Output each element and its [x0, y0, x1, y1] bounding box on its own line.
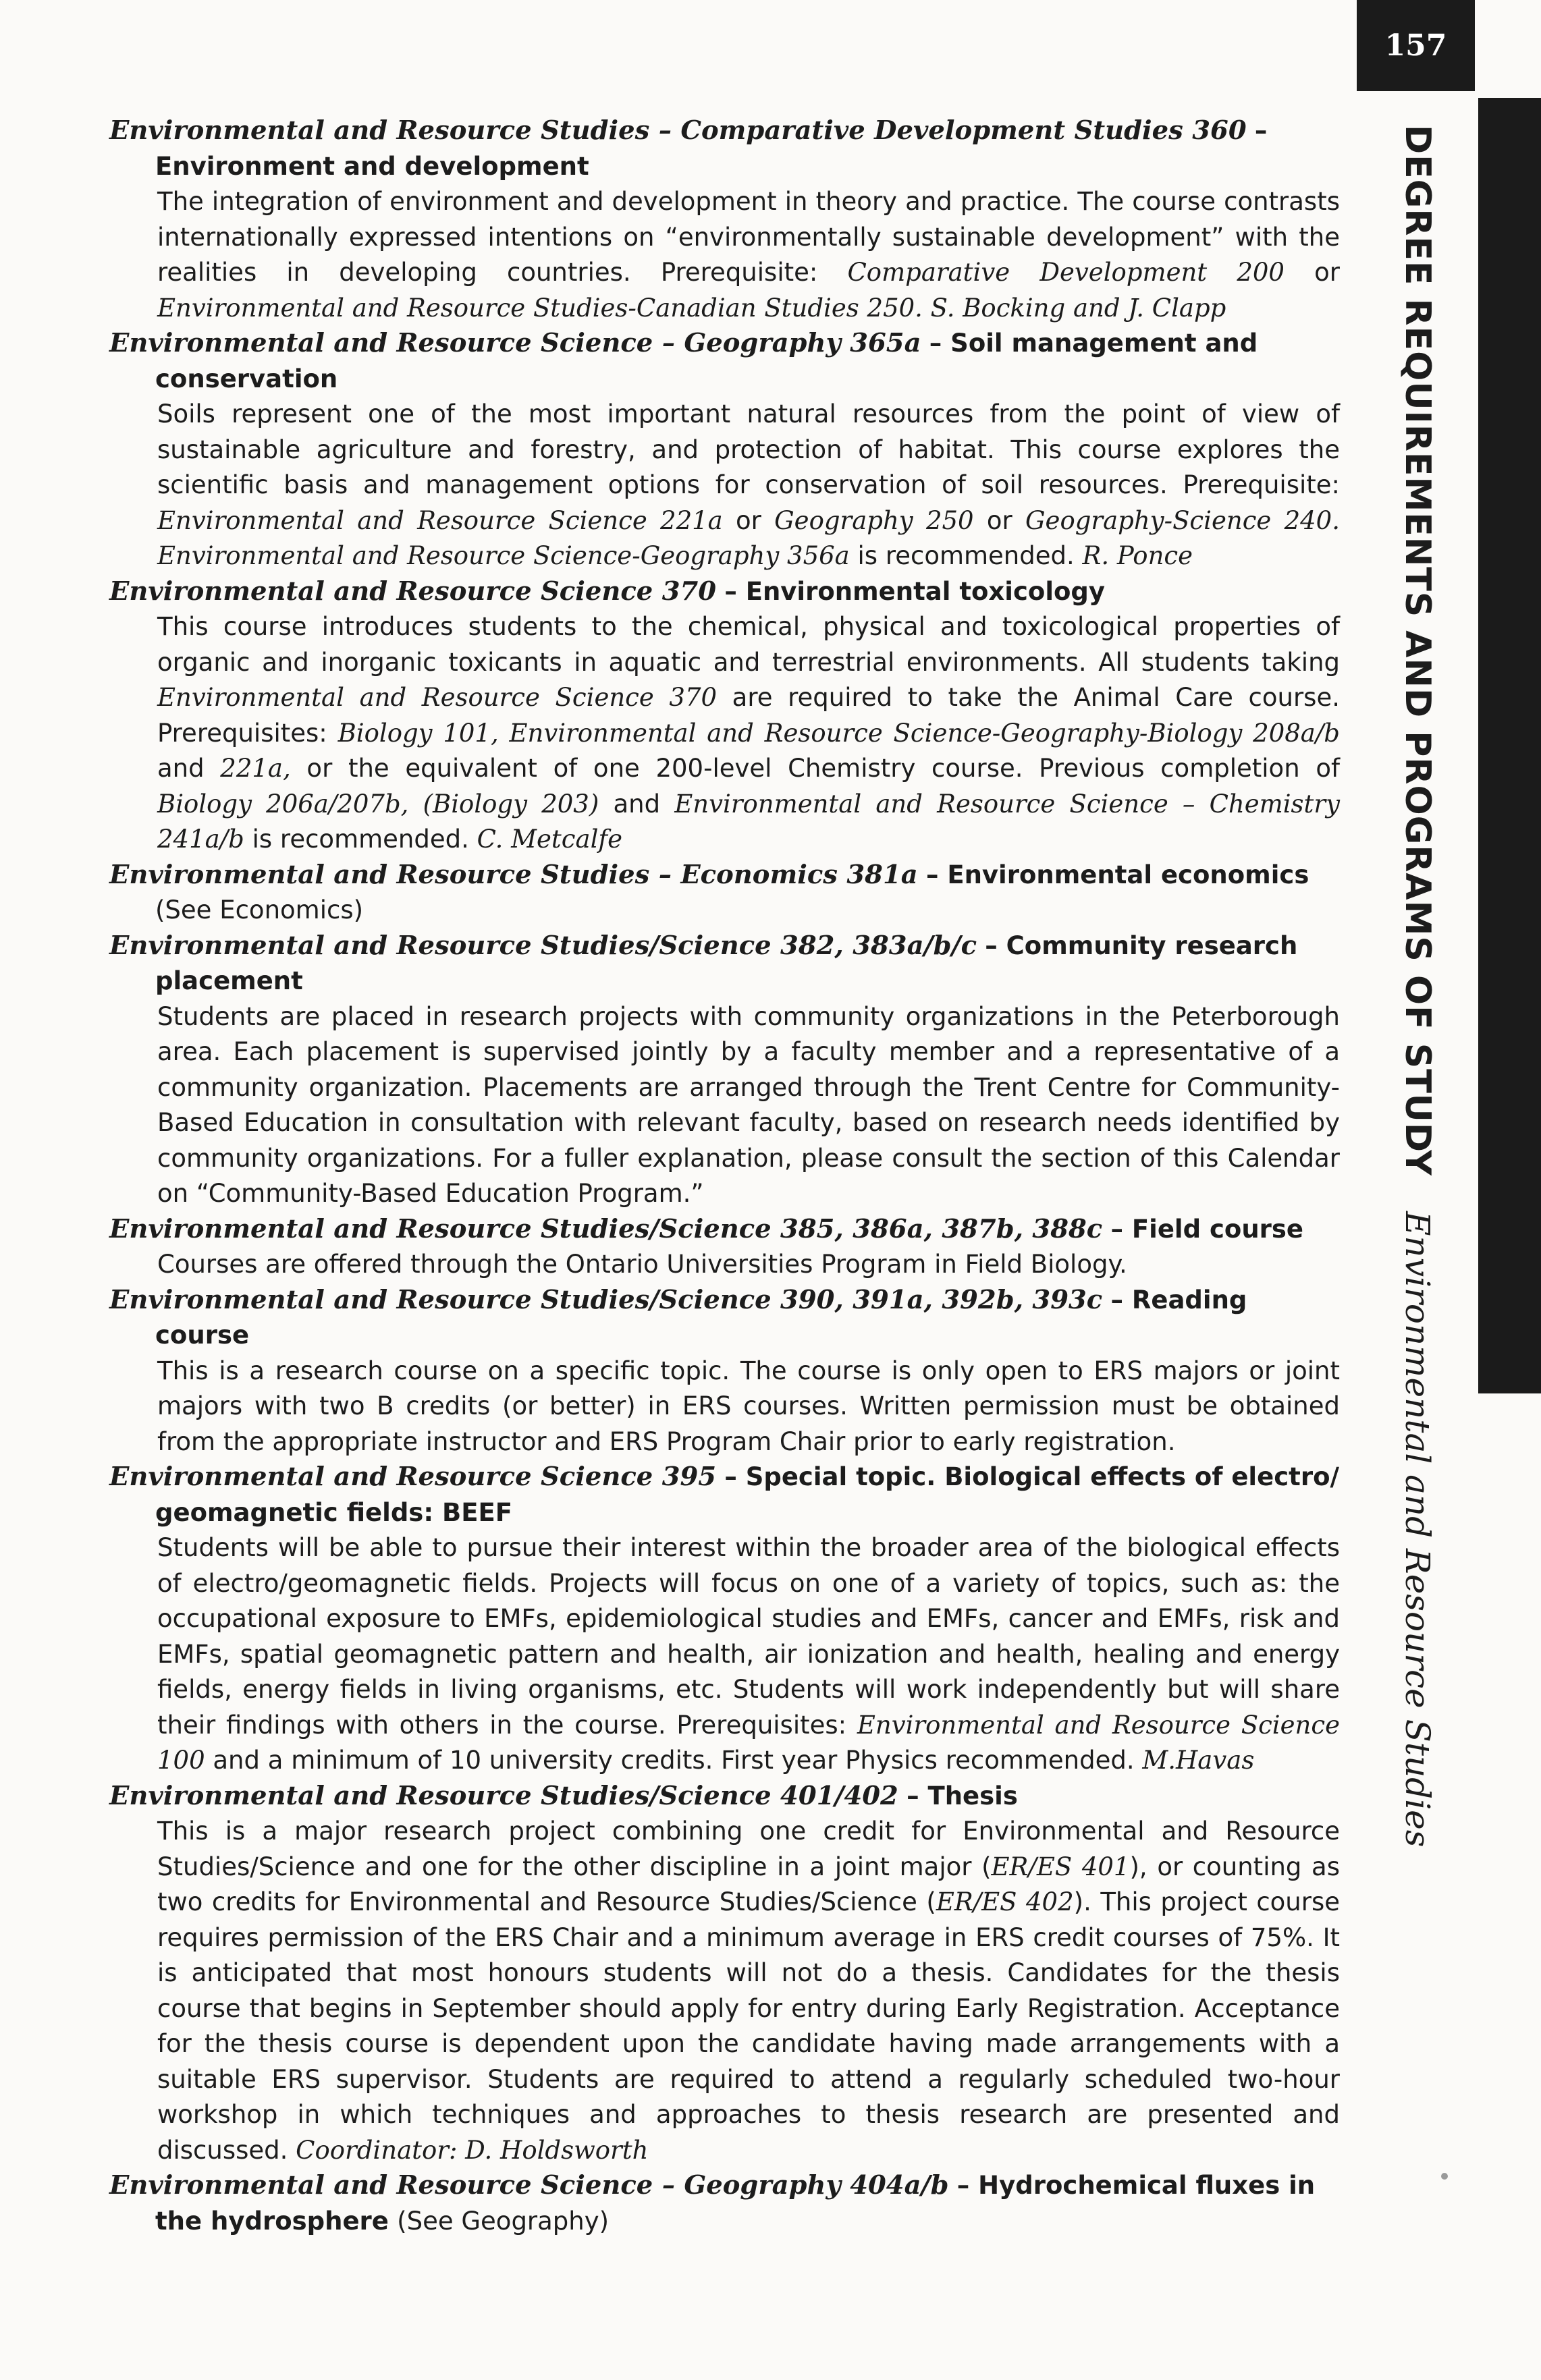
course-heading	[109, 113, 1340, 184]
course-title: – Environmental toxicology	[724, 576, 1106, 606]
description-text: is recommended.	[849, 541, 1083, 570]
course-code: Environmental and Resource Science – Geography 365a	[109, 328, 921, 358]
italic-reference: Comparative Development 200	[847, 258, 1285, 287]
description-text: and	[157, 754, 221, 783]
course-code: Environmental and Resource Science – Geography 404a/b	[109, 2170, 949, 2201]
course-heading	[109, 574, 1340, 610]
course-title: – Environment and development	[155, 116, 1268, 181]
course-listings	[111, 113, 1340, 2239]
course-code: Environmental and Resource Studies – Comparative Development Studies 360	[109, 115, 1247, 146]
description-text: Students will be able to pursue their interest within the broader area of the biological effects of electro/geomagnetic fields. Projects will focus on one of a variety of topics, such as: the occupational exposure to EMFs, epidemiological studies and EMFs, cancer and EMFs, risk and EMFs, spatial geomagnetic pattern and health, air ionization and health, healing and energy fields, energy fields in living organisms, etc. Students will work independently but will share their findings with others in the course. Prerequisites:	[157, 1533, 1340, 1740]
italic-reference: 221a,	[220, 754, 291, 783]
description-text: This is a research course on a specific topic. The course is only open to ERS majors or joint majors with two B credits (or better) in ERS courses. Written permission must be obtained from the appropriate instructor and ERS Program Chair prior to early registration.	[157, 1356, 1340, 1456]
course-title: – Reading course	[155, 1285, 1247, 1350]
page-number-box	[1357, 0, 1475, 91]
description-text: Courses are offered through the Ontario Universities Program in Field Biology.	[157, 1250, 1127, 1279]
side-title	[1397, 125, 1438, 1848]
page-number: 157	[1384, 28, 1447, 63]
course-code: Environmental and Resource Science 370	[109, 576, 717, 607]
italic-reference: Environmental and Resource Science 370	[157, 683, 718, 712]
italic-reference: ER/ES 402	[936, 1887, 1074, 1916]
course-entry	[111, 113, 1340, 326]
side-tab-bar	[1478, 98, 1541, 1393]
see-reference: (See Geography)	[397, 2206, 610, 2236]
italic-reference: M.Havas	[1142, 1746, 1255, 1775]
see-reference: (See Economics)	[155, 895, 364, 924]
course-code: Environmental and Resource Studies/Science 382, 383a/b/c	[109, 930, 977, 961]
description-text: ), or counting as two credits for Environmental and Resource Studies/Science (	[157, 1852, 1340, 1916]
description-text: ). This project course requires permission of the ERS Chair and a minimum average in ERS credit courses of 75%. It is anticipated that most honours students will not do a thesis. Candidates for the thesis course that begins in September should apply for entry during Early Registration. Acceptance for the thesis course is dependent upon the candidate having made arrangements with a suitable ERS supervisor. Students are required to attend a regularly scheduled two-hour workshop in which techniques and approaches to thesis research are presented and discussed.	[157, 1887, 1341, 2165]
course-entry	[111, 1779, 1340, 2169]
course-entry	[111, 1212, 1340, 1283]
course-description	[111, 1814, 1340, 2168]
course-heading	[109, 2168, 1340, 2239]
description-text: or	[1284, 258, 1340, 287]
description-text: This course introduces students to the chemical, physical and toxicological properties of organic and inorganic toxicants in aquatic and terrestrial environments. All students taking	[157, 612, 1340, 677]
course-code: Environmental and Resource Studies/Science 401/402	[109, 1780, 898, 1811]
course-description	[111, 1530, 1340, 1779]
description-text: and a minimum of 10 university credits. First year Physics recommended.	[205, 1746, 1143, 1775]
description-text: or the equivalent of one 200-level Chemistry course. Previous completion of	[290, 754, 1340, 783]
description-text: Soils represent one of the most important natural resources from the point of view of sustainable agriculture and forestry, and protection of habitat. This course explores the scientific basis and management options for conservation of soil resources. Prerequisite:	[157, 399, 1340, 499]
description-text: or	[973, 505, 1025, 535]
course-entry	[111, 1460, 1340, 1779]
page-speck	[1441, 2173, 1448, 2180]
description-text: is recommended.	[244, 825, 477, 854]
course-title: – Field course	[1110, 1214, 1304, 1244]
course-heading	[109, 858, 1340, 929]
description-text: and	[599, 789, 675, 819]
description-text: or	[722, 505, 775, 535]
course-title: – Thesis	[907, 1781, 1018, 1810]
course-heading	[109, 1460, 1340, 1530]
course-title: – Special topic. Biological effects of electro/ geomagnetic fields: BEEF	[155, 1462, 1340, 1527]
italic-reference: Environmental and Resource Studies-Canadian Studies 250. S. Bocking and J. Clapp	[157, 293, 1226, 323]
course-description	[111, 1247, 1340, 1283]
italic-reference: Geography 250	[774, 505, 974, 535]
italic-reference: Coordinator: D. Holdsworth	[296, 2135, 649, 2165]
course-heading	[109, 1212, 1340, 1248]
course-description	[111, 184, 1340, 326]
description-text: This is a major research project combining one credit for Environmental and Resource Studies/Science and one for the other discipline in a joint major (	[157, 1817, 1340, 1881]
course-entry	[111, 858, 1340, 929]
italic-reference: Environmental and Resource Science 100	[157, 1710, 1340, 1775]
italic-reference: Biology 206a/207b, (Biology 203)	[157, 789, 599, 819]
course-entry	[111, 929, 1340, 1212]
italic-reference: Environmental and Resource Science – Chemistry 241a/b	[157, 789, 1340, 854]
course-title: – Hydrochemical fluxes in the hydrosphere	[155, 2171, 1316, 2236]
italic-reference: Geography-Science 240. Environmental and Resource Science-Geography 356a	[157, 505, 1340, 570]
course-code: Environmental and Resource Science 395	[109, 1462, 717, 1492]
description-text: are required to take the Animal Care course. Prerequisites:	[157, 683, 1340, 748]
course-heading	[109, 326, 1340, 397]
description-text: The integration of environment and development in theory and practice. The course contrasts internationally expressed intentions on “environmentally sustainable development” with the realities in developing countries. Prerequisite:	[157, 187, 1340, 287]
italic-reference: R. Ponce	[1082, 541, 1193, 570]
italic-reference: C. Metcalfe	[477, 825, 622, 854]
course-description	[111, 397, 1340, 574]
course-entry	[111, 1283, 1340, 1460]
course-code: Environmental and Resource Studies/Science 390, 391a, 392b, 393c	[109, 1284, 1103, 1315]
course-entry	[111, 326, 1340, 574]
course-code: Environmental and Resource Studies – Economics 381a	[109, 859, 918, 890]
course-entry	[111, 2168, 1340, 2239]
course-title: – Soil management and conservation	[155, 329, 1258, 393]
subject-title: Environmental and Resource Studies	[1398, 1211, 1437, 1848]
italic-reference: ER/ES 401	[991, 1852, 1130, 1881]
course-description	[111, 999, 1340, 1212]
course-description	[111, 609, 1340, 858]
course-title: – Environmental economics	[925, 860, 1309, 889]
course-description	[111, 1354, 1340, 1460]
course-entry	[111, 574, 1340, 858]
italic-reference: Biology 101, Environmental and Resource Science-Geography-Biology 208a/b	[337, 718, 1340, 748]
course-title: – Community research placement	[155, 931, 1298, 995]
course-heading	[109, 1779, 1340, 1815]
section-title: DEGREE REQUIREMENTS AND PROGRAMS OF STUDY	[1397, 125, 1438, 1176]
description-text: Students are placed in research projects with community organizations in the Peterborough area. Each placement is supervised jointly by a faculty member and a representative of a community organization. Placements are arranged through the Trent Centre for Community-Based Education in consultation with relevant faculty, based on research needs identified by community organizations. For a fuller explanation, please consult the section of this Calendar on “Community-Based Education Program.”	[157, 1001, 1340, 1208]
course-heading	[109, 1283, 1340, 1354]
italic-reference: Environmental and Resource Science 221a	[157, 505, 723, 535]
course-code: Environmental and Resource Studies/Science 385, 386a, 387b, 388c	[109, 1213, 1103, 1244]
course-heading	[109, 929, 1340, 999]
